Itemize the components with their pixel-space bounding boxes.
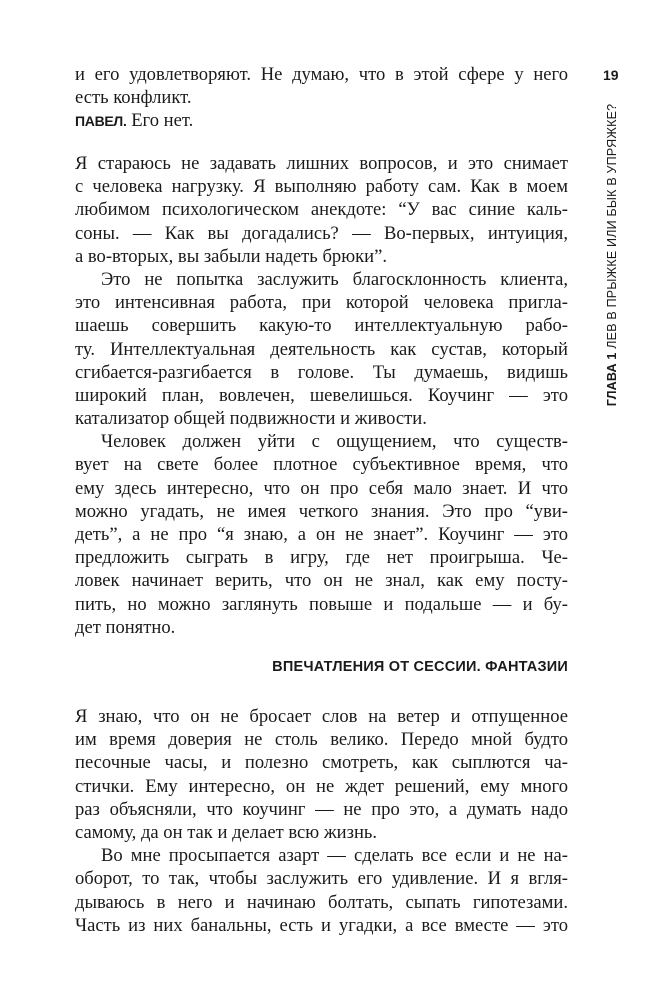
text-line: песочные часы, и полезно смотреть, как сыплются ча-	[75, 752, 568, 774]
speaker-name: ПАВЕЛ.	[75, 113, 127, 130]
text-line: соны. — Как вы догадались? — Во-первых, интуиция,	[75, 222, 568, 244]
text-line: предложить сыграть в игру, где нет проигрыша. Че-	[75, 547, 568, 569]
section-heading: ВПЕЧАТЛЕНИЯ ОТ СЕССИИ. ФАНТАЗИИ	[272, 659, 568, 675]
text-line: катализатор общей подвижности и живости.	[75, 408, 427, 430]
text-line: с человека нагрузку. Я выполняю работу сам. Как в моем	[75, 176, 568, 198]
text-line: сгибается-разгибается в голове. Ты думаешь, видишь	[75, 361, 568, 383]
text-line: пить, но можно заглянуть повыше и подальше — и бу-	[75, 593, 568, 615]
text-line: дываюсь в него и начинаю болтать, сыпать гипотезами.	[75, 891, 568, 913]
text-line: ему здесь интересно, что он про себя мало знает. И что	[75, 477, 568, 499]
running-head	[605, 104, 619, 407]
text-line: раз объясняли, что коучинг — не про это, а думать надо	[75, 798, 568, 820]
text-line: вует на свете более плотное субъективное время, что	[75, 454, 568, 476]
text-line: ловек начинает верить, что он не знал, как ему посту-	[75, 570, 568, 592]
text-line: дет понятно.	[75, 616, 176, 638]
text-block-3	[75, 705, 568, 937]
text-line: и его удовлетворяют. Не думаю, что в этой сфере у него	[75, 64, 568, 85]
text-line: Часть из них банальны, есть и угадки, а все вместе — это	[75, 914, 568, 936]
text-line: оборот, то так, чтобы заслужить его удивление. И я вгля-	[75, 868, 568, 890]
text-line: Это не попытка заслужить благосклонность клиента,	[101, 268, 568, 290]
text-line: Я стараюсь не задавать лишних вопросов, и это снимает	[75, 153, 568, 174]
running-head-chapter: ГЛАВА 1	[605, 352, 619, 407]
dialogue-line	[75, 109, 568, 132]
text-block-1	[75, 63, 568, 133]
text-line: можно угадать, не имея четкого знания. Это про “уви-	[75, 500, 568, 522]
text-line: ту. Интеллектуальная деятельность как сустав, который	[75, 338, 568, 360]
text-line: это интенсивная работа, при которой человека пригла-	[75, 292, 568, 314]
text-line: Человек должен уйти с ощущением, что существ-	[101, 431, 568, 453]
text-line: а во-вторых, вы забыли надеть брюки”.	[75, 245, 387, 267]
text-line: самому, да он так и делает всю жизнь.	[75, 821, 378, 843]
page-number: 19	[603, 67, 619, 83]
text-line: есть конфликт.	[75, 87, 192, 109]
text-line: широкий план, вовлечен, шевелишься. Коучинг — это	[75, 384, 568, 406]
text-line: им время доверия не столь велико. Передо мной будто	[75, 729, 568, 751]
text-line: Я знаю, что он не бросает слов на ветер и отпущенное	[75, 706, 568, 727]
speaker-text: Его нет.	[126, 110, 194, 132]
text-line: Во мне просыпается азарт — сделать все если и не на-	[101, 845, 568, 867]
text-line: деть”, а не про “я знаю, а он не знает”. Коучинг — это	[75, 524, 568, 545]
running-head-title: ЛЕВ В ПРЫЖКЕ ИЛИ БЫК В УПРЯЖКЕ?	[605, 103, 619, 349]
text-line: стички. Ему интересно, он не ждет решений, ему много	[75, 775, 568, 797]
text-block-2	[75, 152, 568, 639]
text-line: шаешь совершить какую-то интеллектуальную рабо-	[75, 315, 568, 337]
text-line: любимом психологическом анекдоте: “У вас синие каль-	[75, 199, 568, 221]
